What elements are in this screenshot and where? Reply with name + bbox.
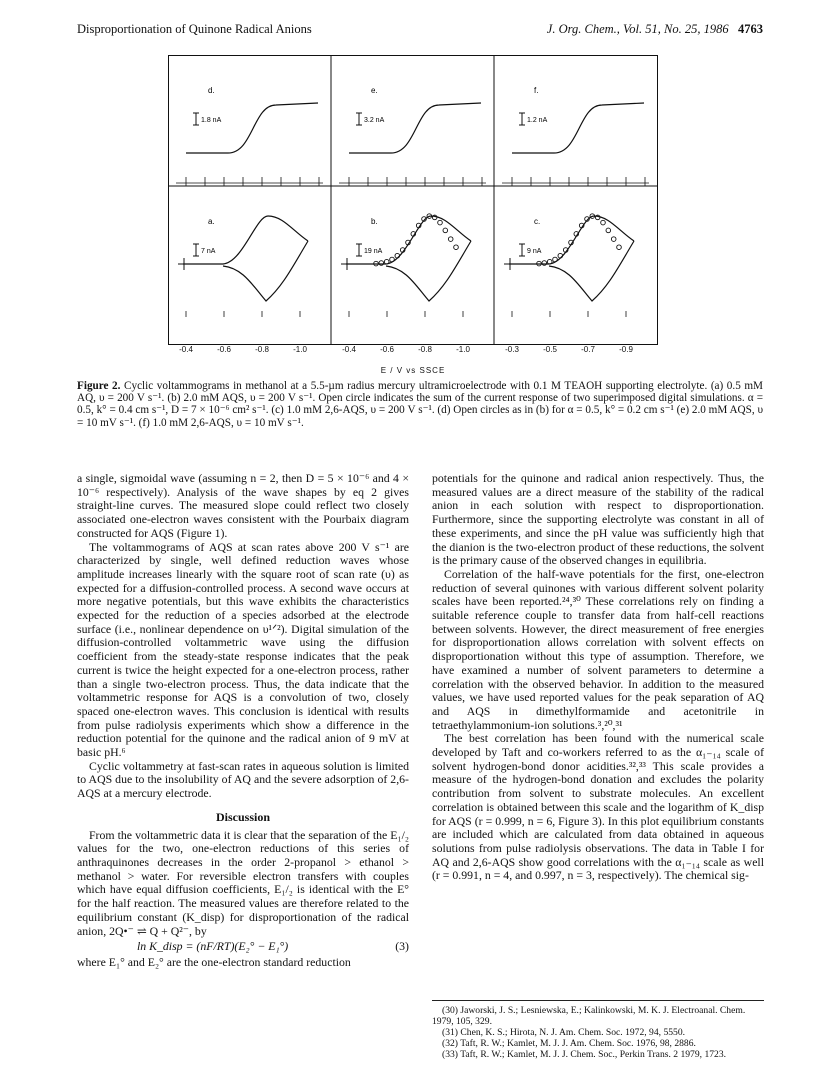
panel-label: e. xyxy=(371,86,378,95)
xtick-col1-3: -1.0 xyxy=(293,345,307,354)
xtick-col3-3: -0.9 xyxy=(619,345,633,354)
panel-c xyxy=(504,214,634,317)
simulation-point xyxy=(601,220,606,225)
simulation-point xyxy=(617,245,622,250)
sigmoid-wave xyxy=(512,103,644,153)
xtick-col2-0: -0.4 xyxy=(342,345,356,354)
xtick-col1-1: -0.6 xyxy=(217,345,231,354)
right-column xyxy=(432,472,764,883)
panel-label: c. xyxy=(534,217,541,226)
footnotes xyxy=(432,1000,764,1060)
paragraph: The best correlation has been found with the numerical scale developed by Taft and co-workers referred to as the α₁₋₁₄ scale of solvent hydrogen-bond donor acidities.³²,³³ This scale provides a measure of the hydrogen-bond donation and excludes the polarity contribution from solvent to substrate molecules. An excellent correlation is obtained between this scale and the logarithm of K_disp for AQS (r = 0.999, n = 6, Figure 3). In this plot equilibrium constants are included which are calculated from data obtained in aqueous solutions from pulse radiolysis observations. The data in Table I for AQ and 2,6-AQS show good correlations with the α₁₋₁₄ scale as well (r = 0.991, n = 4, and 0.997, n = 3, respectively). The chemical sig- xyxy=(432,731,764,883)
simulation-point xyxy=(390,257,395,262)
paragraph: where E₁° and E₂° are the one-electron standard reduction xyxy=(77,954,351,969)
simulation-point xyxy=(606,228,611,233)
panel-label: b. xyxy=(371,217,378,226)
caption-label: Figure 2. xyxy=(77,380,121,392)
caption-text: Cyclic voltammograms in methanol at a 5.5-µm radius mercury ultramicroelectrode with 0.1 M TEAOH supporting electrolyte. (a) 0.5 mM AQ, υ = 200 V s⁻¹. (b) 2.0 mM AQS, υ = 200 V s⁻¹. Open circle indicates the sum of the current response of two superimposed digital simulations. α = 0.5, k° = 0.4 cm s⁻¹, D = 7 × 10⁻⁶ cm² s⁻¹. (c) 1.0 mM 2,6-AQS, υ = 200 V s⁻¹. (d) Open circles as in (b) for α = 0.5, k° = 0.2 cm s⁻¹ (e) 2.0 mM AQS, υ = 10 mV s⁻¹. (f) 1.0 mM 2,6-AQS, υ = 10 mV s⁻¹. xyxy=(77,380,764,429)
figure-frame xyxy=(169,56,658,345)
x-tick-labels xyxy=(168,345,658,363)
simulation-point xyxy=(443,228,448,233)
xtick-col2-2: -0.8 xyxy=(418,345,432,354)
footnote-32: (32) Taft, R. W.; Kamlet, M. J. J. Am. Chem. Soc. 1976, 98, 2886. xyxy=(442,1038,696,1049)
xtick-col1-0: -0.4 xyxy=(179,345,193,354)
sigmoid-wave xyxy=(349,103,481,153)
xtick-col3-2: -0.7 xyxy=(581,345,595,354)
scale-label: 3.2 nA xyxy=(364,117,385,124)
xtick-col1-2: -0.8 xyxy=(255,345,269,354)
cv-reverse-scan xyxy=(549,241,634,301)
panel-a xyxy=(178,216,308,317)
scale-label: 1.8 nA xyxy=(201,117,222,124)
simulation-point xyxy=(611,237,616,242)
footnote-33: (33) Taft, R. W.; Kamlet, M. J. J. Chem. Soc., Perkin Trans. 2 1979, 1723. xyxy=(442,1049,727,1060)
panel-e xyxy=(339,86,486,186)
paragraph: potentials for the quinone and radical anion respectively. Thus, the measured values are a direct measure of the stability of the radical anion in each solution with respect to disproportionation. Furthermore, since the supporting electrolyte was constant in all of these experiments, and since the pH value was sufficiently high that the dianion is the two-electron product of these reductions, the solvent is the primary cause of the observed changes in equilibria. xyxy=(432,471,764,568)
journal-citation xyxy=(547,22,763,37)
cv-reverse-scan xyxy=(223,241,308,301)
running-title: Disproportionation of Quinone Radical Anions xyxy=(77,22,312,36)
paragraph: Correlation of the half-wave potentials for the first, one-electron reduction of several quinones with various different solvent polarity scales have been reported.²⁴,³⁰ These correlations rely on finding a suitable reference couple to transfer data from half-cell reactions between solvents. However, the direct measurement of free energies for disproportionation allows correlation with solvent effects on disproportionation without this type of assumption. Therefore, we have examined a number of solvent parameters to determine a correlation with the observed behavior. In addition to the measured values, we have used reported values for the peak separation of AQ and AQS in dimethylformamide and acetonitrile in tetraethylammonium-ion solutions.³,²⁰,³¹ xyxy=(432,566,764,732)
panel-label: a. xyxy=(208,217,215,226)
paragraph: From the voltammetric data it is clear that the separation of the E₁/₂ values for the two, one-electron reductions of this series of anthraquinones decreases in the order 2-propanol > ethanol > methanol > water. For reversible electron transfers with couples which have equal diffusion coefficients, E₁/₂ is identical with the E° for the half reaction. The measured values are therefore related to the equilibrium constant (K_disp) for disproportionation of the radical anion, 2Q•⁻ ⇌ Q + Q²⁻, by xyxy=(77,827,409,938)
simulation-point xyxy=(448,237,453,242)
xtick-col3-0: -0.3 xyxy=(505,345,519,354)
paragraph: The voltammograms of AQS at scan rates above 200 V s⁻¹ are characterized by single, well defined reduction waves whose amplitude increases linearly with the square root of scan rate (υ) as expected for a diffusion-controlled process. A second wave occurs at more negative potentials, but this wave exhibits the characteristics expected for the reduction of a species adsorbed at the electrode surface (i.e., nonlinear dependence on υ¹ᐟ²). Digital simulation of the diffusion-controlled voltammetric wave using the diffusion coefficient from the steady-state response indicates that the peak current is twice the height expected for a one-electron process, rather than a single two-electron process. Thus, the data indicate that the voltammetric response for AQS is a convolution of two, closely spaced one-electron waves. This conclusion is identical with results from pulse radiolysis experiments which show a difference in the reduction potential for the quinone and the radical anion of 9 mV at basic pH.⁶ xyxy=(77,539,409,760)
equation-body: ln K_disp = (nF/RT)(E₂° − E₁°) xyxy=(137,939,289,954)
panel-label: d. xyxy=(208,86,215,95)
voltammogram-grid xyxy=(168,55,658,345)
running-header xyxy=(77,22,763,40)
paragraph: a single, sigmoidal wave (assuming n = 2, then D = 5 × 10⁻⁶ and 4 × 10⁻⁶ respectively). Analysis of the wave shapes by eq 2 gives straight-line curves. The measured slope could reflect two closely associated one-electron waves consistent with the Pourbaix diagram constructed for AQS (Figure 1). xyxy=(77,471,409,540)
cv-forward-scan xyxy=(183,216,308,264)
scale-label: 9 nA xyxy=(527,248,542,255)
simulation-point xyxy=(379,261,384,266)
xtick-col2-3: -1.0 xyxy=(456,345,470,354)
panel-label: f. xyxy=(534,86,539,95)
simulation-point xyxy=(553,257,558,262)
section-heading: Discussion xyxy=(215,809,271,824)
panel-f xyxy=(502,86,649,186)
equation-number: (3) xyxy=(395,939,409,954)
simulation-point xyxy=(395,253,400,258)
left-column xyxy=(77,472,409,970)
cv-reverse-scan xyxy=(386,241,471,301)
simulation-point xyxy=(454,245,459,250)
panel-b xyxy=(341,214,471,317)
scale-label: 1.2 nA xyxy=(527,117,548,124)
panel-d xyxy=(176,86,323,186)
figure-2 xyxy=(168,55,658,355)
paragraph: Cyclic voltammetry at fast-scan rates in aqueous solution is limited to AQS due to the insolubility of AQ and the severe adsorption of 2,6-AQS at a mercury electrode. xyxy=(77,758,409,801)
xtick-col3-1: -0.5 xyxy=(543,345,557,354)
x-axis-title: E / V vs SSCE xyxy=(380,366,446,375)
simulation-point xyxy=(438,220,443,225)
journal-name: J. Org. Chem., Vol. 51, No. 25, 1986 xyxy=(546,22,729,36)
scale-label: 7 nA xyxy=(201,248,216,255)
simulation-point xyxy=(542,261,547,266)
sigmoid-wave xyxy=(186,103,318,153)
simulation-point xyxy=(558,253,563,258)
equation-3 xyxy=(77,938,409,956)
footnote-30: (30) Jaworski, J. S.; Lesniewska, E.; Kalinkowski, M. K. J. Electroanal. Chem. 1979, 105, 329. xyxy=(432,1005,746,1027)
figure-caption xyxy=(77,380,763,429)
scale-label: 19 nA xyxy=(364,248,383,255)
page-number: 4763 xyxy=(738,22,763,36)
footnote-31: (31) Chen, K. S.; Hirota, N. J. Am. Chem. Soc. 1972, 94, 5550. xyxy=(442,1027,686,1038)
xtick-col2-1: -0.6 xyxy=(380,345,394,354)
